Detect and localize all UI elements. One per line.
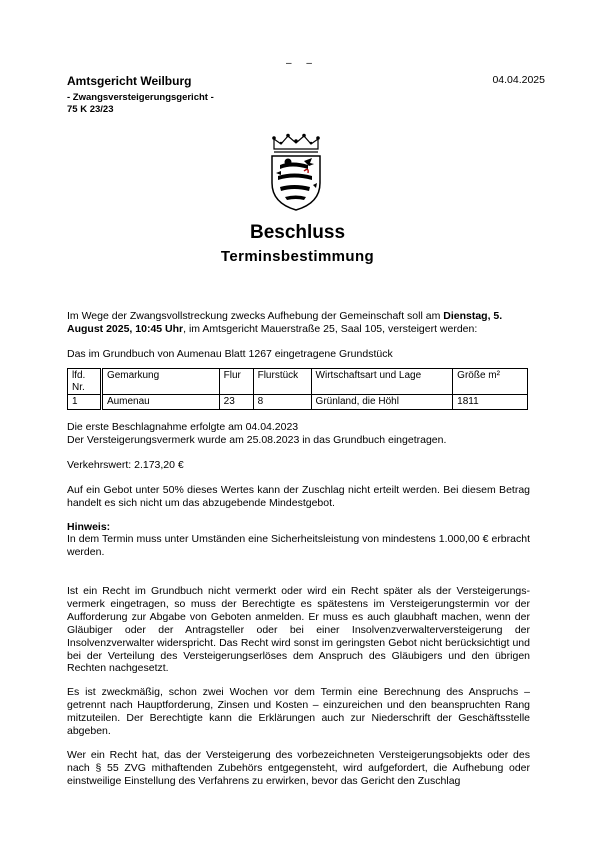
table-header: Flurstück bbox=[253, 369, 311, 395]
table-header: Wirtschaftsart und Lage bbox=[311, 369, 453, 395]
table-header: Flur bbox=[219, 369, 253, 395]
table-cell: 23 bbox=[219, 395, 253, 410]
top-marks: – – bbox=[286, 58, 318, 69]
document-title: Beschluss bbox=[249, 222, 346, 243]
table-cell: Grünland, die Höhl bbox=[311, 395, 453, 410]
claim-calculation-paragraph: Es ist zweckmäßig, schon zwei Wochen vor dem Termin eine Berechnung des Anspruchs – getrennt nach Hauptforderung, Zinsen und Kosten – einzureichen und den beanspruchten Rang mitzuteilen. Der Berechtigte kann die Erklärungen auch zur Niederschrift der Geschäftsstelle abgeben. bbox=[67, 686, 530, 737]
table-cell: 8 bbox=[253, 395, 311, 410]
auction-date: Dienstag, 5. August 2025, 10:45 Uhr bbox=[67, 310, 503, 335]
table-cell: Aumenau bbox=[101, 395, 219, 410]
table-header: Gemarkung bbox=[101, 369, 219, 395]
table-row bbox=[68, 395, 528, 410]
table-header: lfd. Nr. bbox=[68, 369, 102, 395]
hessen-coat-of-arms-icon bbox=[264, 133, 328, 211]
file-number: 75 K 23/23 bbox=[67, 103, 114, 115]
zuschlag-paragraph: Auf ein Gebot unter 50% dieses Wertes kann der Zuschlag nicht erteilt werden. Bei diesem Betrag handelt es sich nicht um das abzugebende Mindestgebot. bbox=[67, 484, 530, 509]
beschlagnahme-line: Die erste Beschlagnahme erfolgte am 04.04.2023 bbox=[67, 421, 299, 433]
rights-paragraph: Ist ein Recht im Grundbuch nicht vermerkt oder wird ein Recht später als der Versteigerungs-vermerk eingetragen, so muss der Berechtigte es spätestens im Versteigerungstermin vor der Aufforderung zur Abgabe von Geboten anmelden. Er muss es auch glaubhaft machen, wenn der Gläubiger oder der Antragsteller oder bei einer Insolvenzverwalterversteigerung der Insolvenzverwalter widerspricht. Das Recht wird sonst im geringsten Gebot nicht berücksichtigt und bei der Verteilung des Versteigerungserlöses dem Anspruch des Gläubigers und den übrigen Rechten nachgesetzt. bbox=[67, 585, 530, 675]
intro-part1: Im Wege der Zwangsvollstreckung zwecks Aufhebung der Gemeinschaft soll am bbox=[67, 310, 444, 322]
table-header: Größe m² bbox=[453, 369, 528, 395]
table-cell: 1811 bbox=[453, 395, 528, 410]
market-value: Verkehrswert: 2.173,20 € bbox=[67, 459, 184, 471]
vermerk-line: Der Versteigerungsvermerk wurde am 25.08.2023 in das Grundbuch eingetragen. bbox=[67, 433, 447, 446]
court-name: Amtsgericht Weilburg bbox=[67, 74, 192, 88]
document-date: 04.04.2025 bbox=[492, 74, 545, 86]
intro-part2: , im Amtsgericht Mauerstraße 25, Saal 105, versteigert werden: bbox=[183, 322, 478, 335]
objection-paragraph: Wer ein Recht hat, das der Versteigerung des vorbezeichneten Versteigerungsobjekts oder des nach § 55 ZVG mithaftenden Zubehörs entgegensteht, wird aufgefordert, die Aufhebung oder einstweilige Einstellung des Verfahrens zu erwirken, bevor das Gericht den Zuschlag bbox=[67, 749, 530, 787]
court-department-block bbox=[67, 92, 214, 115]
court-department: - Zwangsversteigerungsgericht - bbox=[67, 92, 214, 103]
document-subtitle: Terminsbestimmung bbox=[220, 248, 375, 265]
table-cell: 1 bbox=[68, 395, 102, 410]
seizure-info bbox=[67, 421, 530, 447]
hinweis-paragraph: In dem Termin muss unter Umständen eine Sicherheitsleistung von mindestens 1.000,00 € erbracht werden. bbox=[67, 533, 530, 558]
table-header-row bbox=[68, 369, 528, 395]
property-intro: Das im Grundbuch von Aumenau Blatt 1267 eingetragene Grundstück bbox=[67, 348, 393, 360]
property-table bbox=[67, 368, 528, 410]
intro-paragraph bbox=[67, 310, 530, 336]
hinweis-label: Hinweis: bbox=[67, 521, 111, 533]
